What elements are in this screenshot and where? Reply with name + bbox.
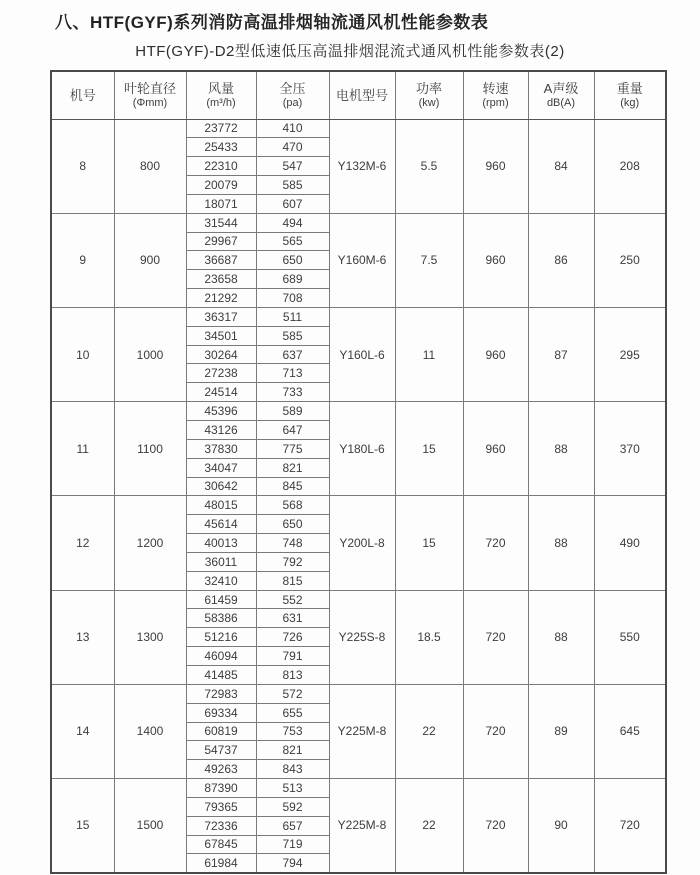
table-body — [51, 119, 666, 873]
noise-level-cell: 84 — [528, 119, 594, 213]
table-row — [51, 590, 666, 609]
total-pressure-cell: 547 — [256, 157, 329, 176]
total-pressure-cell: 592 — [256, 797, 329, 816]
power-cell: 15 — [395, 496, 463, 590]
air-volume-cell: 40013 — [186, 534, 256, 553]
air-volume-cell: 31544 — [186, 213, 256, 232]
air-volume-cell: 20079 — [186, 176, 256, 195]
impeller-diameter-cell: 1300 — [114, 590, 186, 684]
air-volume-cell: 22310 — [186, 157, 256, 176]
total-pressure-cell: 713 — [256, 364, 329, 383]
weight-cell: 550 — [594, 590, 666, 684]
total-pressure-cell: 637 — [256, 345, 329, 364]
total-pressure-cell: 775 — [256, 439, 329, 458]
air-volume-cell: 61459 — [186, 590, 256, 609]
air-volume-cell: 45614 — [186, 515, 256, 534]
impeller-diameter-cell: 1400 — [114, 684, 186, 778]
total-pressure-cell: 813 — [256, 665, 329, 684]
noise-level-cell: 86 — [528, 213, 594, 307]
speed-cell: 720 — [463, 779, 528, 873]
total-pressure-cell: 753 — [256, 722, 329, 741]
power-cell: 22 — [395, 684, 463, 778]
air-volume-cell: 34047 — [186, 458, 256, 477]
air-volume-cell: 36317 — [186, 307, 256, 326]
air-volume-cell: 37830 — [186, 439, 256, 458]
column-header-label: 转速 — [482, 80, 509, 96]
power-cell: 18.5 — [395, 590, 463, 684]
air-volume-cell: 72983 — [186, 684, 256, 703]
impeller-diameter-cell: 1500 — [114, 779, 186, 873]
total-pressure-cell: 607 — [256, 194, 329, 213]
weight-cell: 370 — [594, 402, 666, 496]
noise-level-cell: 87 — [528, 307, 594, 401]
total-pressure-cell: 657 — [256, 816, 329, 835]
total-pressure-cell: 513 — [256, 779, 329, 798]
impeller-diameter-cell: 1200 — [114, 496, 186, 590]
power-cell: 5.5 — [395, 119, 463, 213]
total-pressure-cell: 568 — [256, 496, 329, 515]
total-pressure-cell: 494 — [256, 213, 329, 232]
table-header-row — [51, 71, 666, 119]
speed-cell: 960 — [463, 213, 528, 307]
weight-cell: 250 — [594, 213, 666, 307]
impeller-diameter-cell: 900 — [114, 213, 186, 307]
total-pressure-cell: 655 — [256, 703, 329, 722]
air-volume-cell: 69334 — [186, 703, 256, 722]
total-pressure-cell: 647 — [256, 421, 329, 440]
air-volume-cell: 23658 — [186, 270, 256, 289]
air-volume-cell: 49263 — [186, 760, 256, 779]
total-pressure-cell: 791 — [256, 647, 329, 666]
power-cell: 11 — [395, 307, 463, 401]
speed-cell: 720 — [463, 496, 528, 590]
table-row — [51, 402, 666, 421]
air-volume-cell: 36687 — [186, 251, 256, 270]
total-pressure-cell: 845 — [256, 477, 329, 496]
column-header — [256, 71, 329, 119]
total-pressure-cell: 843 — [256, 760, 329, 779]
air-volume-cell: 25433 — [186, 138, 256, 157]
air-volume-cell: 45396 — [186, 402, 256, 421]
total-pressure-cell: 572 — [256, 684, 329, 703]
weight-cell: 208 — [594, 119, 666, 213]
column-header-label: 机号 — [69, 87, 96, 103]
total-pressure-cell: 585 — [256, 326, 329, 345]
air-volume-cell: 23772 — [186, 119, 256, 138]
air-volume-cell: 24514 — [186, 383, 256, 402]
total-pressure-cell: 821 — [256, 741, 329, 760]
air-volume-cell: 29967 — [186, 232, 256, 251]
column-header — [51, 71, 114, 119]
power-cell: 22 — [395, 779, 463, 873]
noise-level-cell: 90 — [528, 779, 594, 873]
table-row — [51, 307, 666, 326]
table-row — [51, 119, 666, 138]
total-pressure-cell: 719 — [256, 835, 329, 854]
machine-no-cell: 15 — [51, 779, 114, 873]
total-pressure-cell: 794 — [256, 854, 329, 873]
column-header-unit: (pa) — [282, 96, 303, 109]
column-header-unit: dB(A) — [546, 96, 576, 109]
power-cell: 7.5 — [395, 213, 463, 307]
air-volume-cell: 36011 — [186, 552, 256, 571]
table-row — [51, 496, 666, 515]
total-pressure-cell: 565 — [256, 232, 329, 251]
noise-level-cell: 88 — [528, 496, 594, 590]
column-header-label: 功率 — [415, 80, 442, 96]
column-header — [329, 71, 395, 119]
air-volume-cell: 27238 — [186, 364, 256, 383]
air-volume-cell: 30642 — [186, 477, 256, 496]
power-cell: 15 — [395, 402, 463, 496]
column-header-unit: (kw) — [418, 96, 440, 109]
motor-model-cell: Y180L-6 — [329, 402, 395, 496]
total-pressure-cell: 815 — [256, 571, 329, 590]
air-volume-cell: 54737 — [186, 741, 256, 760]
air-volume-cell: 46094 — [186, 647, 256, 666]
page-title: 八、HTF(GYF)系列消防高温排烟轴流通风机性能参数表 — [55, 13, 489, 32]
noise-level-cell: 88 — [528, 590, 594, 684]
air-volume-cell: 41485 — [186, 665, 256, 684]
total-pressure-cell: 733 — [256, 383, 329, 402]
machine-no-cell: 14 — [51, 684, 114, 778]
speed-cell: 720 — [463, 684, 528, 778]
motor-model-cell: Y200L-8 — [329, 496, 395, 590]
machine-no-cell: 11 — [51, 402, 114, 496]
total-pressure-cell: 585 — [256, 176, 329, 195]
impeller-diameter-cell: 1000 — [114, 307, 186, 401]
air-volume-cell: 60819 — [186, 722, 256, 741]
column-header-label: 叶轮直径 — [123, 80, 176, 96]
total-pressure-cell: 552 — [256, 590, 329, 609]
total-pressure-cell: 821 — [256, 458, 329, 477]
air-volume-cell: 30264 — [186, 345, 256, 364]
total-pressure-cell: 650 — [256, 515, 329, 534]
table-subtitle: HTF(GYF)-D2型低速低压高温排烟混流式通风机性能参数表(2) — [135, 43, 565, 60]
motor-model-cell: Y160L-6 — [329, 307, 395, 401]
air-volume-cell: 72336 — [186, 816, 256, 835]
column-header-label: 全压 — [279, 80, 306, 96]
motor-model-cell: Y225M-8 — [329, 779, 395, 873]
total-pressure-cell: 511 — [256, 307, 329, 326]
column-header — [463, 71, 528, 119]
impeller-diameter-cell: 800 — [114, 119, 186, 213]
total-pressure-cell: 689 — [256, 270, 329, 289]
speed-cell: 960 — [463, 119, 528, 213]
air-volume-cell: 58386 — [186, 609, 256, 628]
column-header-unit: (kg) — [620, 96, 640, 109]
total-pressure-cell: 708 — [256, 289, 329, 308]
total-pressure-cell: 650 — [256, 251, 329, 270]
speed-cell: 960 — [463, 402, 528, 496]
motor-model-cell: Y225S-8 — [329, 590, 395, 684]
machine-no-cell: 10 — [51, 307, 114, 401]
total-pressure-cell: 792 — [256, 552, 329, 571]
column-header-unit: (rpm) — [482, 96, 509, 109]
column-header-label: 风量 — [207, 80, 234, 96]
column-header-unit: (m³/h) — [206, 96, 236, 109]
column-header — [395, 71, 463, 119]
total-pressure-cell: 410 — [256, 119, 329, 138]
column-header — [186, 71, 256, 119]
air-volume-cell: 43126 — [186, 421, 256, 440]
machine-no-cell: 9 — [51, 213, 114, 307]
air-volume-cell: 67845 — [186, 835, 256, 854]
motor-model-cell: Y132M-6 — [329, 119, 395, 213]
air-volume-cell: 51216 — [186, 628, 256, 647]
motor-model-cell: Y160M-6 — [329, 213, 395, 307]
air-volume-cell: 18071 — [186, 194, 256, 213]
machine-no-cell: 13 — [51, 590, 114, 684]
weight-cell: 720 — [594, 779, 666, 873]
column-header — [528, 71, 594, 119]
column-header — [594, 71, 666, 119]
total-pressure-cell: 748 — [256, 534, 329, 553]
table-row — [51, 779, 666, 798]
total-pressure-cell: 631 — [256, 609, 329, 628]
speed-cell: 720 — [463, 590, 528, 684]
machine-no-cell: 12 — [51, 496, 114, 590]
noise-level-cell: 89 — [528, 684, 594, 778]
speed-cell: 960 — [463, 307, 528, 401]
air-volume-cell: 87390 — [186, 779, 256, 798]
total-pressure-cell: 589 — [256, 402, 329, 421]
column-header-label: A声级 — [543, 80, 579, 96]
column-header-label: 电机型号 — [335, 87, 388, 103]
impeller-diameter-cell: 1100 — [114, 402, 186, 496]
air-volume-cell: 34501 — [186, 326, 256, 345]
total-pressure-cell: 470 — [256, 138, 329, 157]
air-volume-cell: 79365 — [186, 797, 256, 816]
motor-model-cell: Y225M-8 — [329, 684, 395, 778]
noise-level-cell: 88 — [528, 402, 594, 496]
table-row — [51, 684, 666, 703]
table-row — [51, 213, 666, 232]
air-volume-cell: 61984 — [186, 854, 256, 873]
weight-cell: 645 — [594, 684, 666, 778]
machine-no-cell: 8 — [51, 119, 114, 213]
column-header — [114, 71, 186, 119]
weight-cell: 295 — [594, 307, 666, 401]
air-volume-cell: 21292 — [186, 289, 256, 308]
total-pressure-cell: 726 — [256, 628, 329, 647]
column-header-label: 重量 — [616, 80, 643, 96]
weight-cell: 490 — [594, 496, 666, 590]
air-volume-cell: 48015 — [186, 496, 256, 515]
air-volume-cell: 32410 — [186, 571, 256, 590]
column-header-unit: (Φmm) — [132, 96, 168, 109]
fan-parameter-table — [50, 70, 667, 874]
